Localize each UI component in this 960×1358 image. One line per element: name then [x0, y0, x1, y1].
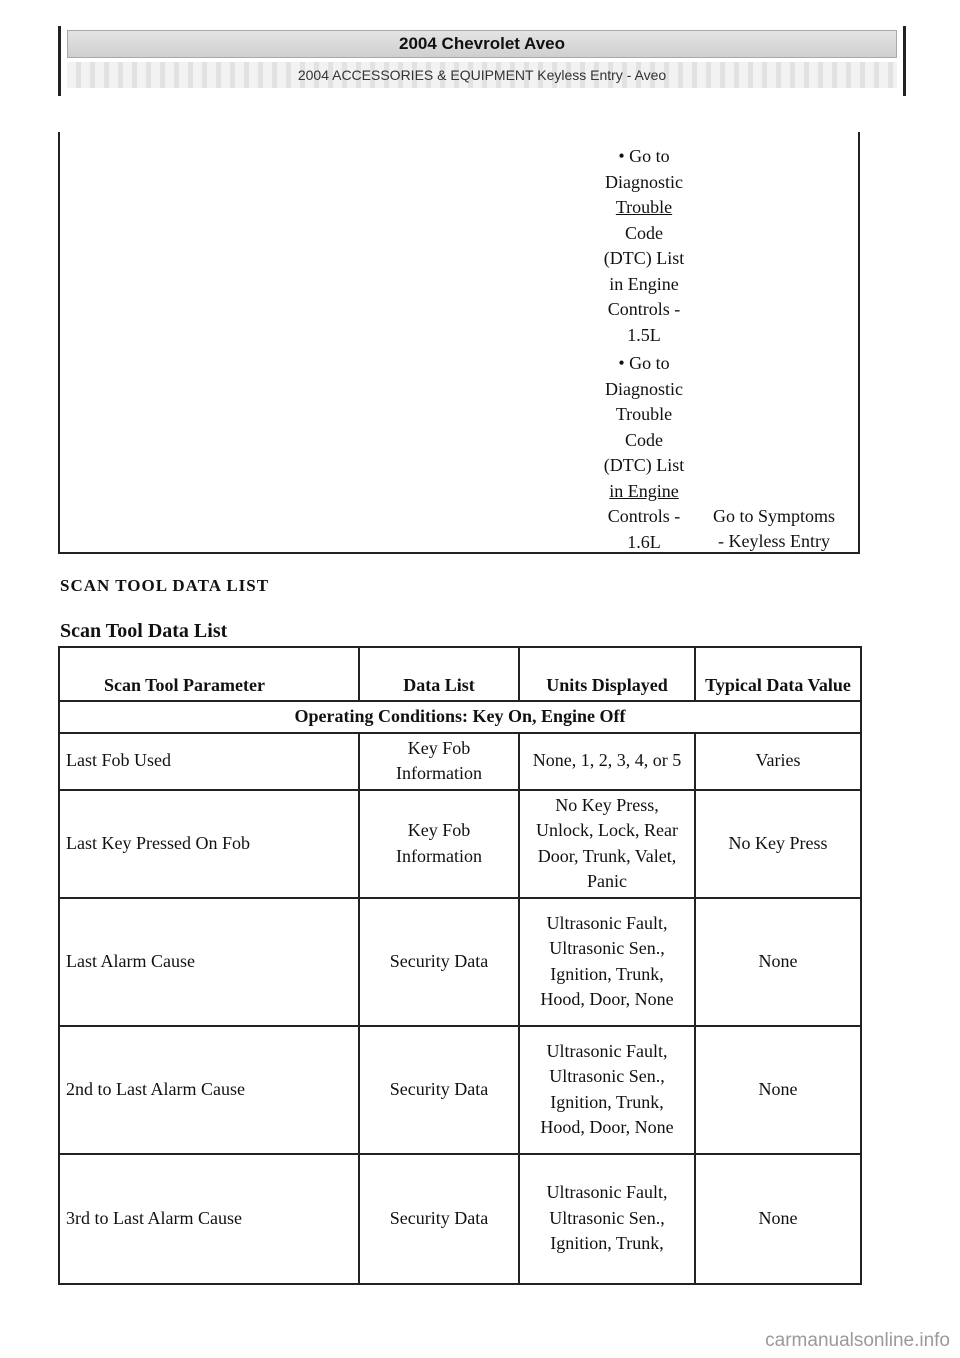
- conditions-row: [59, 701, 861, 733]
- section-subtitle: 2004 ACCESSORIES & EQUIPMENT Keyless Entry - Aveo: [67, 62, 897, 88]
- table-header-row: [59, 647, 861, 701]
- data-list-cell: Key Fob Information: [359, 733, 519, 790]
- header-units: Units Displayed: [519, 647, 695, 701]
- data-list-cell: Key Fob Information: [359, 790, 519, 898]
- units-cell: Ultrasonic Fault, Ultrasonic Sen., Ignition, Trunk,: [519, 1154, 695, 1284]
- symptoms-link-cell[interactable]: Go to Symptoms - Keyless Entry: [712, 506, 836, 551]
- units-cell: Ultrasonic Fault, Ultrasonic Sen., Ignition, Trunk, Hood, Door, None: [519, 898, 695, 1026]
- param-cell: 2nd to Last Alarm Cause: [59, 1026, 359, 1154]
- data-list-cell: Security Data: [359, 898, 519, 1026]
- scan-tool-data-table-wrap: [58, 646, 860, 1254]
- watermark: carmanualsonline.info: [765, 1330, 950, 1351]
- units-cell: None, 1, 2, 3, 4, or 5: [519, 733, 695, 790]
- scan-tool-data-table: [58, 646, 862, 1285]
- table-row: [59, 1154, 861, 1284]
- units-cell: No Key Press, Unlock, Lock, Rear Door, Trunk, Valet, Panic: [519, 790, 695, 898]
- table-row: [59, 790, 861, 898]
- table-row: [59, 733, 861, 790]
- typical-value-cell: None: [695, 898, 861, 1026]
- continued-table: [58, 132, 860, 554]
- table-row: [59, 898, 861, 1026]
- units-cell: Ultrasonic Fault, Ultrasonic Sen., Ignition, Trunk, Hood, Door, None: [519, 1026, 695, 1154]
- table-title: Scan Tool Data List: [60, 620, 228, 642]
- document-header: [58, 26, 906, 96]
- dtc-link-1-5l[interactable]: • Go to Diagnostic Trouble Code (DTC) List in Engine Controls - 1.5L: [603, 146, 685, 345]
- typical-value-cell: Varies: [695, 733, 861, 790]
- param-cell: 3rd to Last Alarm Cause: [59, 1154, 359, 1284]
- data-list-cell: Security Data: [359, 1026, 519, 1154]
- dtc-link-1-6l[interactable]: • Go to Diagnostic Trouble Code (DTC) List in Engine Controls - 1.6L: [603, 353, 685, 552]
- param-cell: Last Fob Used: [59, 733, 359, 790]
- header-data-list: Data List: [359, 647, 519, 701]
- param-cell: Last Alarm Cause: [59, 898, 359, 1026]
- typical-value-cell: None: [695, 1154, 861, 1284]
- data-list-cell: Security Data: [359, 1154, 519, 1284]
- table-row: [59, 1026, 861, 1154]
- header-parameter: Scan Tool Parameter: [59, 647, 359, 701]
- typical-value-cell: None: [695, 1026, 861, 1154]
- vehicle-title: 2004 Chevrolet Aveo: [67, 30, 897, 58]
- param-cell: Last Key Pressed On Fob: [59, 790, 359, 898]
- operating-conditions: Operating Conditions: Key On, Engine Off: [59, 701, 861, 733]
- header-typical-value: Typical Data Value: [695, 647, 861, 701]
- typical-value-cell: No Key Press: [695, 790, 861, 898]
- section-heading: SCAN TOOL DATA LIST: [60, 576, 270, 595]
- dtc-links-cell: [574, 144, 714, 558]
